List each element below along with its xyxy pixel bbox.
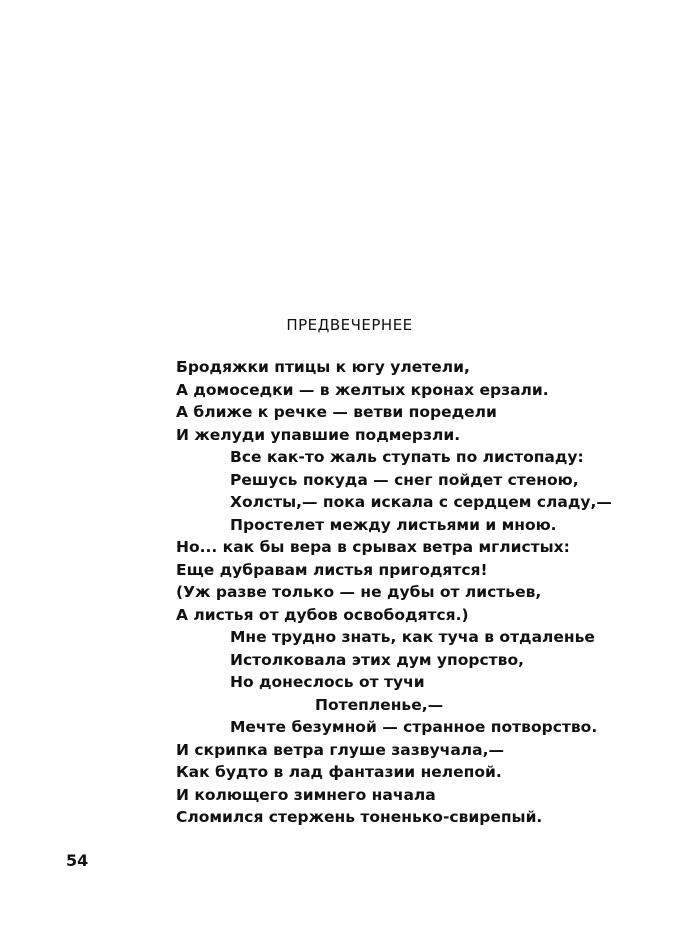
poem-line: Холсты,— пока искала с сердцем сладу,— [230, 493, 612, 511]
page-number: 54 [66, 851, 89, 870]
poem-line: Сломился стержень тоненько-свирепый. [176, 808, 543, 826]
poem-line: Мне трудно знать, как туча в отдаленье [230, 628, 595, 646]
poem-line: Простелет между листьями и мною. [230, 515, 557, 534]
poem-line: И желуди упавшие подмерзли. [176, 425, 461, 444]
poem-line: (Уж разве только — не дубы от листьев, [176, 583, 542, 601]
poem-line: А домоседки — в желтых кронах ерзали. [176, 380, 549, 399]
poem-line: И скрипка ветра глуше зазвучала,— [176, 740, 504, 759]
poem-line: Бродяжки птицы к югу улетели, [176, 358, 470, 376]
poem-line: А ближе к речке — ветви поредели [176, 403, 497, 421]
poem-line: Потепленье,— [315, 695, 444, 714]
poem-line: Еще дубравам листья пригодятся! [176, 560, 488, 579]
poem-line: Как будто в лад фантазии нелепой. [176, 763, 502, 781]
poem-line: Решусь покуда — снег пойдет стеною, [230, 470, 579, 489]
poem-line: И колющего зимнего начала [176, 785, 436, 804]
poem-line: Истолковала этих дум упорство, [230, 650, 524, 669]
poem-line: Но донеслось от тучи [230, 673, 425, 691]
poem-title: ПРЕДВЕЧЕРНЕЕ [286, 316, 413, 334]
poem-line: А листья от дубов освободятся.) [176, 605, 469, 624]
poem-line: Но... как бы вера в срывах ветра мглистых: [176, 538, 570, 556]
poem-line: Мечте безумной — странное потворство. [230, 718, 598, 736]
poem-line: Все как-то жаль ступать по листопаду: [230, 448, 584, 466]
